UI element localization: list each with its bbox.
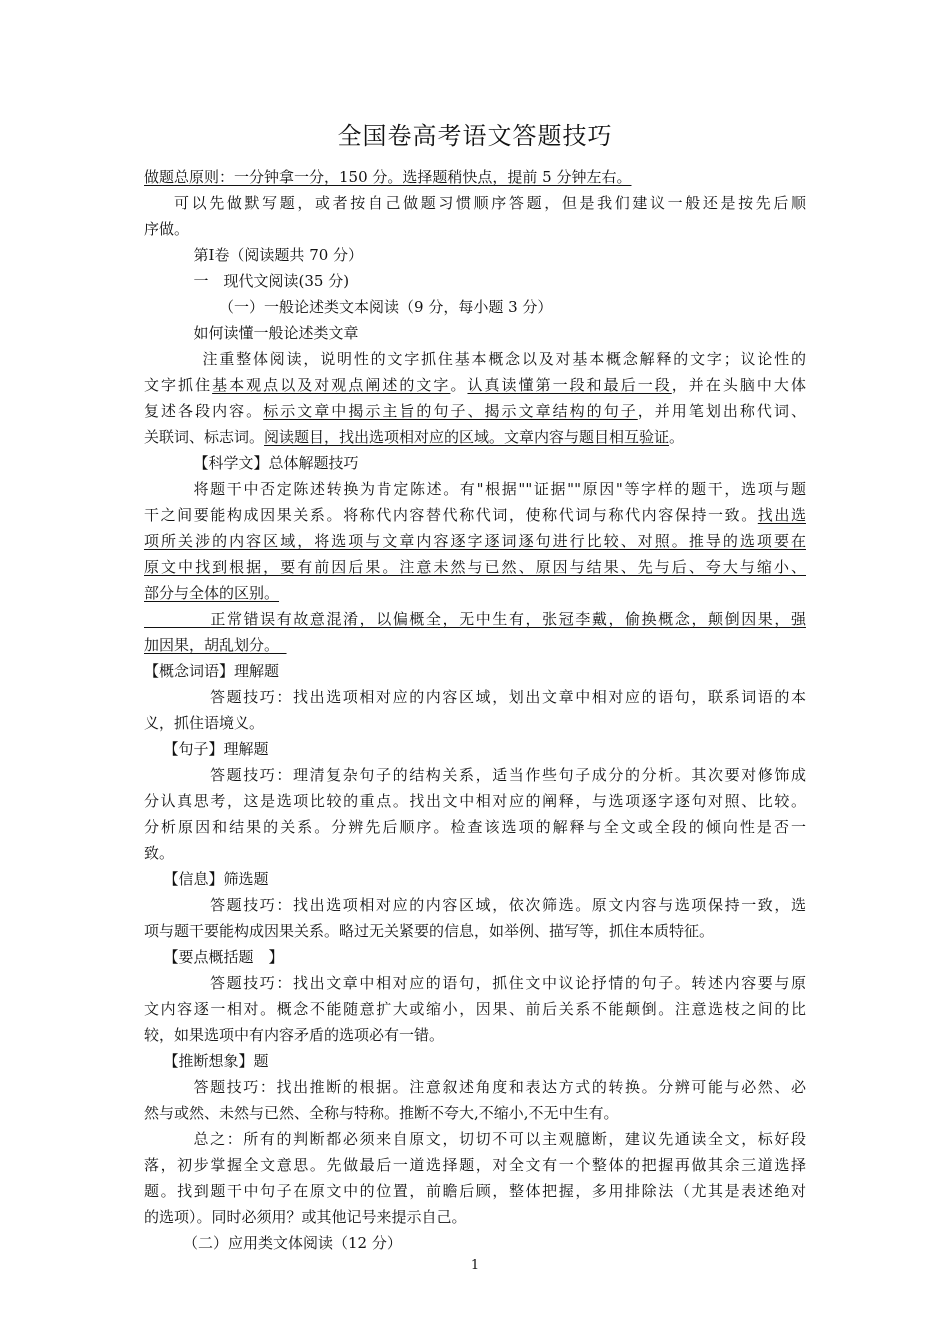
text-line <box>144 294 806 320</box>
text-line <box>144 814 806 840</box>
text-segment: 可以先做默写题，或者按自己做题习惯顺序答题，但是我们建议一般还是按先后顺 <box>174 194 806 212</box>
text-segment: 答题技巧：找出文章中相对应的语句，抓住文中议论抒情的句子。转述内容要与原 <box>210 974 806 992</box>
text-segment: 答题技巧：找出推断的根据。注意叙述角度和表达方式的转换。分辨可能与必然、必 <box>193 1078 806 1096</box>
text-line <box>144 476 806 502</box>
text-line <box>144 710 806 736</box>
text-line <box>144 1074 806 1100</box>
text-segment: 题。找到题干中句子在原文中的位置，前瞻后顾，整体把握，多用排除法（尤其是表述绝对 <box>144 1182 806 1200</box>
underlined-text: 基本观点以及对观点阐述的文字 <box>212 376 451 394</box>
text-line <box>144 502 806 528</box>
text-segment: 义，抓住语境义。 <box>144 714 265 732</box>
text-line <box>144 398 806 424</box>
text-line <box>144 242 806 268</box>
text-line <box>144 346 806 372</box>
text-segment: 【科学文】总体解题技巧 <box>193 454 359 472</box>
text-line <box>144 944 806 970</box>
text-segment: 答题技巧：理清复杂句子的结构关系，适当作些句子成分的分析。其次要对修饰成 <box>210 766 806 784</box>
text-segment: 一 现代文阅读(35 分) <box>193 272 350 290</box>
text-segment: 如何读懂一般论述类文章 <box>193 324 359 342</box>
text-segment: 将题干中否定陈述转换为肯定陈述。有"根据""证据""原因"等字样的题干，选项与题 <box>193 480 806 498</box>
text-line <box>144 1126 806 1152</box>
text-line <box>144 528 806 554</box>
text-segment: 文字抓住 <box>144 376 213 394</box>
text-segment: 然与或然、未然与已然、全称与特称。推断不夸大,不缩小,不无中生有。 <box>144 1104 619 1122</box>
page-number: 1 <box>470 1258 480 1273</box>
text-line <box>144 918 806 944</box>
text-line <box>144 762 806 788</box>
text-segment: 答题技巧：找出选项相对应的内容区域，划出文章中相对应的语句，联系词语的本 <box>210 688 806 706</box>
text-line <box>144 554 806 580</box>
text-line <box>144 1048 806 1074</box>
underlined-text: 部分与全体的区别。 <box>144 584 280 602</box>
text-line <box>144 1152 806 1178</box>
text-segment: 总之：所有的判断都必须来自原文，切切不可以主观臆断，建议先通读全文，标好段 <box>193 1130 806 1148</box>
text-line <box>144 216 806 242</box>
text-line <box>144 372 806 398</box>
text-segment: 文内容逐一相对。概念不能随意扩大或缩小，因果、前后关系不能颠倒。注意选枝之间的比 <box>144 1000 806 1018</box>
text-segment: 复述各段内容。 <box>144 402 264 420</box>
text-segment: 【信息】筛选题 <box>163 870 269 888</box>
text-line <box>144 970 806 996</box>
text-segment: 分认真思考，这是选项比较的重点。找出文中相对应的阐释，与选项逐字逐句对照、比较。 <box>144 792 806 810</box>
text-line <box>144 606 806 632</box>
text-segment: 致。 <box>144 844 175 862</box>
text-segment: 项与题干要能构成因果关系。略过无关紧要的信息，如举例、描写等，抓住本质特征。 <box>144 922 715 940</box>
text-line <box>144 840 806 866</box>
underlined-text: 找出选 <box>757 506 806 524</box>
text-line <box>144 1100 806 1126</box>
underlined-text: 阅读题目，找出选项相对应的区域。文章内容与题目相互验证 <box>264 428 670 446</box>
text-line <box>144 1204 806 1230</box>
text-segment: 注重整体阅读，说明性的文字抓住基本概念以及对基本概念解释的文字；议论性的 <box>202 350 806 368</box>
text-line <box>144 736 806 762</box>
text-segment: 干之间要能构成因果关系。将称代内容替代称代词，使称代词与称代内容保持一致。 <box>144 506 758 524</box>
text-line <box>144 424 806 450</box>
text-line <box>144 632 806 658</box>
text-line <box>144 268 806 294</box>
underlined-text: 项所关涉的内容区域，将选项与文章内容逐字逐词逐句进行比较、对照。推导的选项要在 <box>144 532 806 550</box>
document-title: 全国卷高考语文答题技巧 <box>337 122 613 150</box>
text-segment: 较，如果选项中有内容矛盾的选项必有一错。 <box>144 1026 445 1044</box>
text-segment: 第Ⅰ卷（阅读题共 70 分） <box>193 246 364 264</box>
text-line <box>144 450 806 476</box>
text-segment: 【句子】理解题 <box>163 740 269 758</box>
underlined-text: 正常错误有故意混淆，以偏概全，无中生有，张冠李戴，偷换概念，颠倒因果，强 <box>144 610 806 628</box>
text-segment: 关联词、标志词。 <box>144 428 265 446</box>
text-line <box>144 164 806 190</box>
text-line <box>144 580 806 606</box>
text-segment: 的选项）。同时必须用？或其他记号来提示自己。 <box>144 1208 467 1226</box>
text-line <box>144 1022 806 1048</box>
text-segment: ，并用笔划出称代词、 <box>637 402 806 420</box>
text-segment: 。 <box>669 428 685 446</box>
text-segment: 分析原因和结果的关系。分辨先后顺序。检查该选项的解释与全文或全段的倾向性是否一 <box>144 818 806 836</box>
text-segment: 【推断想象】题 <box>163 1052 269 1070</box>
text-segment: 。 <box>450 376 468 394</box>
text-segment: （二）应用类文体阅读（12 分） <box>183 1234 402 1252</box>
text-line <box>144 866 806 892</box>
text-line <box>144 788 806 814</box>
text-line <box>144 1230 806 1256</box>
text-line <box>144 320 806 346</box>
text-segment: 【要点概括题 】 <box>163 948 284 966</box>
text-line <box>144 1178 806 1204</box>
underlined-text: 标示文章中揭示主旨的句子、揭示文章结构的句子 <box>263 402 638 420</box>
underlined-text: 做题总原则：一分钟拿一分，150 分。选择题稍快点，提前 5 分钟左右。 <box>144 168 632 186</box>
underlined-text: 认真读懂第一段和最后一段 <box>467 376 672 394</box>
text-segment: （一）一般论述类文本阅读（9 分，每小题 3 分） <box>219 298 553 316</box>
text-segment: 序做。 <box>144 220 190 238</box>
text-segment: 落，初步掌握全文意思。先做最后一道选择题，对全文有一个整体的把握再做其余三道选择 <box>144 1156 806 1174</box>
text-segment: 答题技巧：找出选项相对应的内容区域，依次筛选。原文内容与选项保持一致，选 <box>210 896 806 914</box>
underlined-text: 加因果，胡乱划分。 <box>144 636 287 654</box>
text-line <box>144 892 806 918</box>
text-line <box>144 996 806 1022</box>
text-line <box>144 190 806 216</box>
text-segment: 【概念词语】理解题 <box>144 662 280 680</box>
underlined-text: 原文中找到根据，要有前因后果。注意未然与已然、原因与结果、先与后、夸大与缩小、 <box>144 558 806 576</box>
text-line <box>144 684 806 710</box>
text-line <box>144 658 806 684</box>
text-segment: ，并在头脑中大体 <box>671 376 806 394</box>
